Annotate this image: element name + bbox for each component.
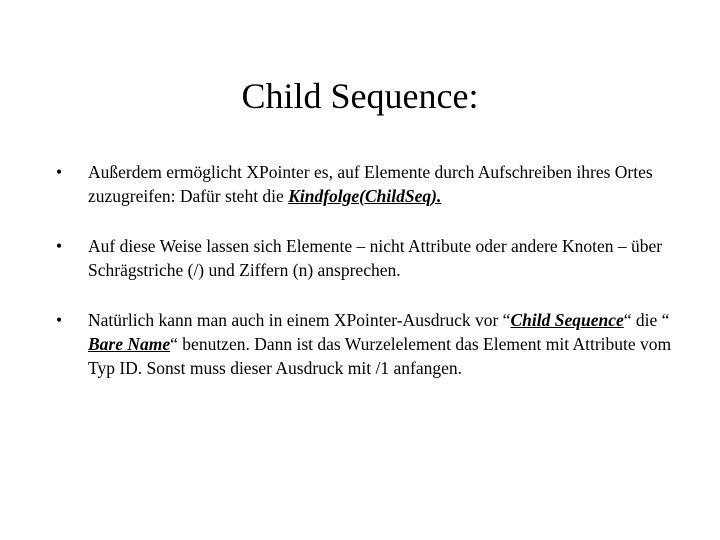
bullet-icon: •	[56, 310, 63, 330]
bullet-icon: •	[56, 162, 63, 182]
emphasized-term: Bare Name	[88, 334, 171, 354]
bullet-text: Natürlich kann man auch in einem XPointer-Ausdruck vor “	[88, 310, 511, 330]
emphasized-term: Kindfolge(ChildSeq).	[288, 186, 442, 206]
emphasized-term: Child Sequence	[510, 310, 624, 330]
bullet-text: Auf diese Weise lassen sich Elemente – nicht Attribute oder andere Knoten – über Schrägstriche (/) und Ziffern (n) ansprechen.	[88, 236, 663, 280]
bullet-text: Außerdem ermöglicht XPointer es, auf Elemente durch Aufschreiben ihres Ortes zuzugreifen: Dafür steht die	[88, 162, 653, 206]
bullet-text: “ benutzen. Dann ist das Wurzelelement das Element mit Attribute vom Typ ID. Sonst muss dieser Ausdruck mit /1 anfangen.	[88, 334, 672, 378]
bullet-icon: •	[56, 236, 63, 256]
bullet-text: “ die “	[623, 310, 670, 330]
bullet-list	[56, 160, 676, 406]
bullet-item-2	[56, 234, 676, 282]
bullet-item-3	[56, 308, 676, 380]
bullet-item-1	[56, 160, 676, 208]
slide-title: Child Sequence:	[241, 76, 479, 116]
